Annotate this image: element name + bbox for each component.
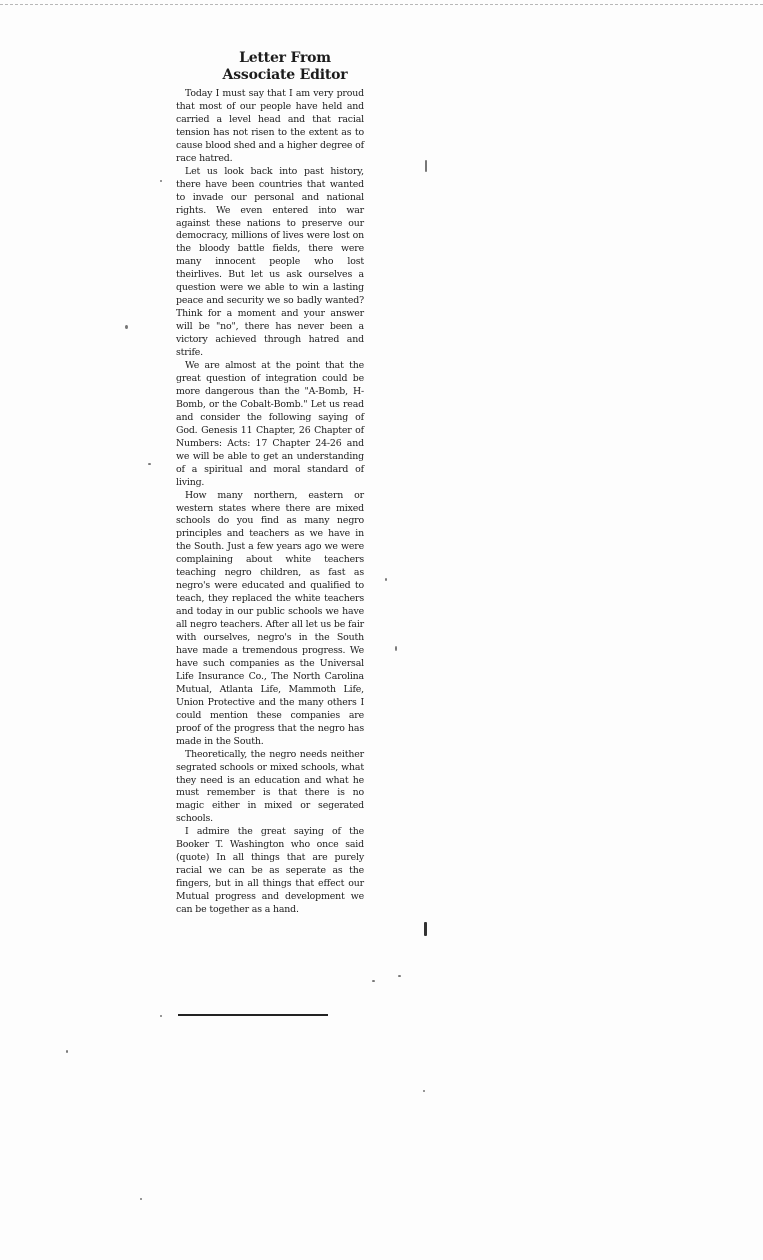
paragraph-2: Let us look back into past history, there have been countries that wanted to invade our personal and national rights. We even entered into war against these nations to preserve our democracy, millions of lives were lost on the bloody battle fields, there were many innocent people who lost theirlives. But let us ask ourselves a question were we able to win a lasting peace and security we so badly wanted? Think for a moment and your answer will be "no", there has never been a victory achieved through hatred and strife. — [176, 165, 364, 359]
scan-speck — [148, 463, 151, 465]
scan-speck — [425, 160, 427, 172]
scan-speck — [398, 975, 401, 977]
paragraph-4: How many northern, eastern or western states where there are mixed schools do you find as many negro principles and teachers as we have in the South. Just a few years ago we were complaining about white teachers teaching negro children, as fast as negro's were educated and qualified to teach, they replaced the white teachers and today in our public schools we have all negro teachers. After all let us be fair with ourselves, negro's in the South have made a tremendous progress. We have such companies as the Universal Life Insurance Co., The North Carolina Mutual, Atlanta Life, Mammoth Life, Union Protective and the many others I could mention these companies are proof of the progress that the negro has made in the South. — [176, 489, 364, 747]
scan-speck — [160, 180, 162, 182]
paragraph-1: Today I must say that I am very proud that most of our people have held and carried a level head and that racial tension has not risen to the extent as to cause blood shed and a higher degree of race hatred. — [176, 88, 364, 164]
top-border-rule — [0, 4, 763, 5]
paragraph-6: I admire the great saying of the Booker T. Washington who once said (quote) In all things that are purely racial we can be as seperate as the fingers, but in all things that effect our Mutual progress and development we can be together as a hand. — [176, 826, 364, 916]
paragraph-3: We are almost at the point that the great question of integration could be more dangerous than the "A-Bomb, H-Bomb, or the Cobalt-Bomb." Let us read and consider the following saying of God. Genesis 11 Chapter, 26 Chapter of Numbers: Acts: 17 Chapter 24-26 and we will be able to get an understanding of a spiritual and moral standard of living. — [176, 360, 364, 488]
scan-speck — [66, 1050, 68, 1053]
scan-speck — [372, 980, 375, 982]
paragraph-5: Theoretically, the negro needs neither segrated schools or mixed schools, what they need is an education and what he must remember is that there is no magic either in mixed or segerated schools. — [176, 748, 364, 825]
scan-speck — [395, 646, 397, 651]
article-body — [176, 88, 364, 917]
scan-speck — [423, 1090, 425, 1092]
scan-speck — [140, 1198, 142, 1200]
scan-speck — [385, 578, 387, 581]
article-end-rule — [178, 1014, 328, 1016]
scan-speck — [125, 325, 128, 329]
headline-line-1: Letter From — [239, 50, 331, 66]
scan-speck — [160, 1015, 162, 1017]
scan-speck — [424, 922, 427, 936]
article-headline — [206, 50, 364, 84]
article-column — [176, 50, 364, 917]
headline-line-2: Associate Editor — [222, 67, 348, 83]
